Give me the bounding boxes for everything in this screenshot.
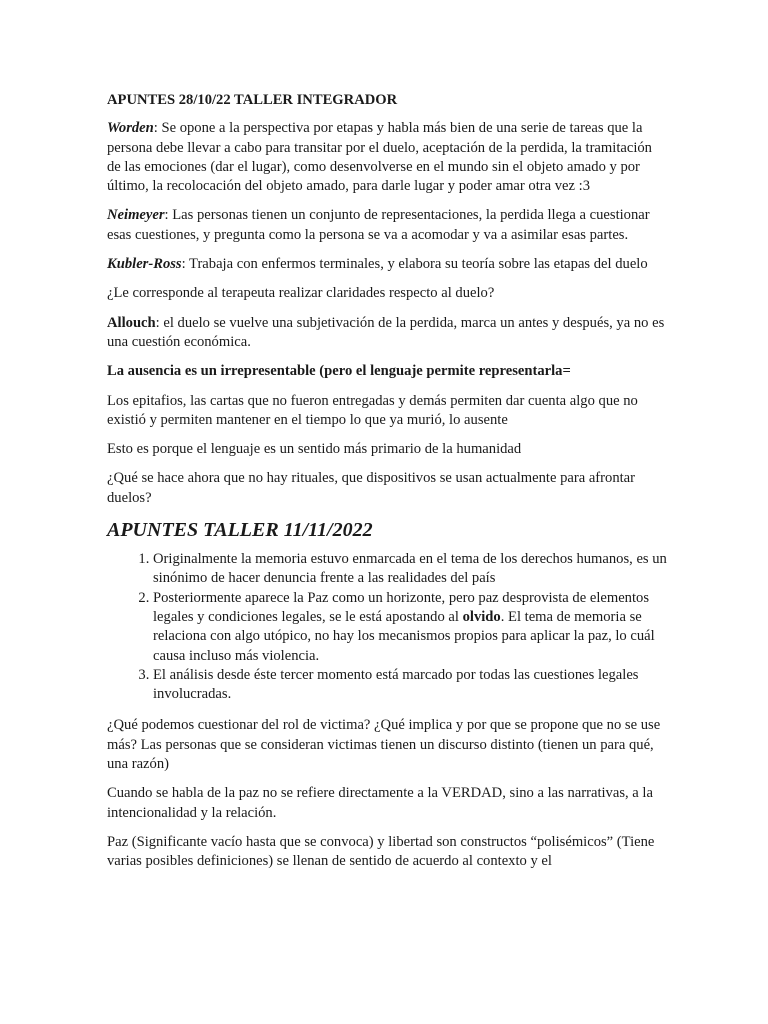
paragraph-text: : Trabaja con enfermos terminales, y elabora su teoría sobre las etapas del duelo	[181, 256, 648, 273]
paragraph-allouch	[107, 314, 668, 353]
numbered-list	[107, 550, 668, 704]
author-name: Neimeyer	[107, 207, 165, 224]
author-name: Kubler-Ross	[107, 256, 182, 273]
paragraph-epitafios: Los epitafios, las cartas que no fueron entregadas y demás permiten dar cuenta algo que no existió y permiten mantener en el tiempo lo que ya murió, lo ausente	[107, 392, 638, 428]
paragraph-kubler-ross	[107, 255, 668, 274]
document-title: APUNTES 28/10/22 TALLER INTEGRADOR	[107, 92, 398, 108]
paragraph-polisemicos: Paz (Significante vacío hasta que se convoca) y libertad son constructos “polisémicos” (Tiene varias posibles definiciones) se llenan de sentido de acuerdo al contexto y el	[107, 833, 655, 870]
paragraph-bold-statement: La ausencia es un irrepresentable (pero el lenguaje permite representarla=	[107, 363, 571, 380]
list-item-bold: olvido	[462, 608, 501, 625]
paragraph-worden	[107, 119, 668, 196]
paragraph-victima: ¿Qué podemos cuestionar del rol de victima? ¿Qué implica y por que se propone que no se use más? Las personas que se consideran victimas tienen un discurso distinto (tienen un para qué, una razón)	[107, 717, 661, 773]
paragraph-text: : el duelo se vuelve una subjetivación de la perdida, marca un antes y después, ya no es una cuestión económica.	[107, 314, 665, 350]
author-name: Worden	[107, 120, 154, 137]
list-item-text: . El tema de memoria se relaciona con algo utópico, no hay los mecanismos propios para aplicar la paz, lo cuál causa incluso más violencia.	[153, 608, 655, 664]
paragraph-text: : Las personas tienen un conjunto de representaciones, la perdida llega a cuestionar esas cuestiones, y pregunta como la persona se va a acomodar y va a asimilar esas partes.	[107, 207, 650, 243]
paragraph-text: : Se opone a la perspectiva por etapas y habla más bien de una serie de tareas que la persona debe llevar a cabo para transitar por el duelo, aceptación de la perdida, la tramitación de las emociones (dar el lugar), como desenvolverse en el mundo sin el objeto amado y por último, la recolocación del objeto amado, para darle lugar y poder amar otra vez :3	[107, 120, 652, 195]
paragraph-lenguaje: Esto es porque el lenguaje es un sentido más primario de la humanidad	[107, 441, 522, 458]
list-item	[153, 589, 668, 666]
author-name: Allouch	[107, 314, 156, 331]
paragraph-paz: Cuando se habla de la paz no se refiere directamente a la VERDAD, sino a las narrativas, a la intencionalidad y la relación.	[107, 785, 653, 821]
paragraph-neimeyer	[107, 206, 668, 245]
paragraph-rituales: ¿Qué se hace ahora que no hay rituales, que dispositivos se usan actualmente para afrontar duelos?	[107, 470, 636, 506]
list-item: 1. Originalmente la memoria estuvo enmarcada en el tema de los derechos humanos, es un sinónimo de hacer denuncia frente a las realidades del país	[153, 550, 668, 589]
section-heading: APUNTES TALLER 11/11/2022	[107, 519, 373, 542]
list-item-text: Posteriormente aparece la Paz como un horizonte, pero paz desprovista de elementos legales y condiciones legales, se le está apostando al	[153, 589, 650, 625]
list-item: 3. El análisis desde éste tercer momento está marcado por todas las cuestiones legales involucradas.	[153, 666, 668, 705]
paragraph-question: ¿Le corresponde al terapeuta realizar claridades respecto al duelo?	[107, 285, 495, 302]
